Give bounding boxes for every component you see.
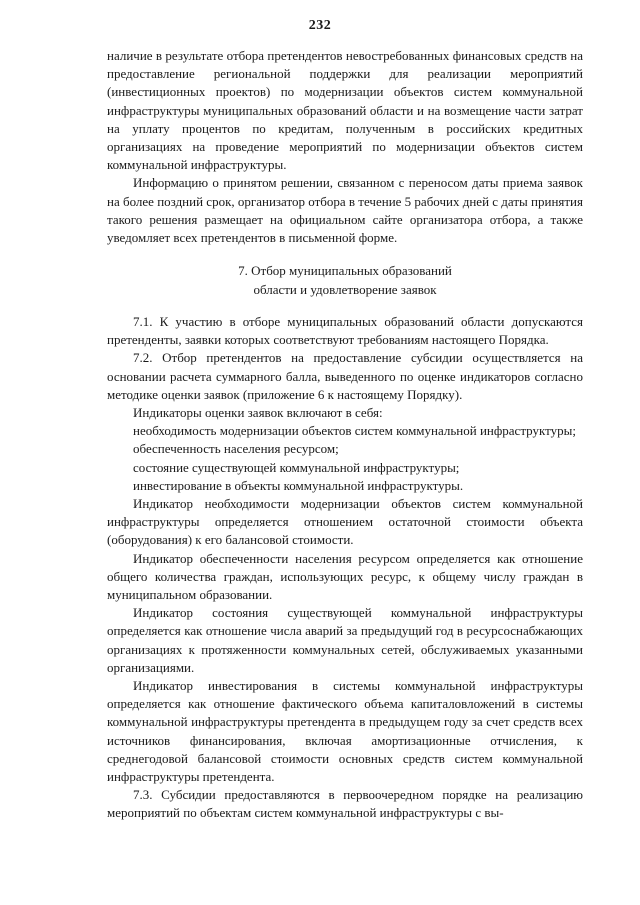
- indicator-list-item: необходимость модернизации объектов систем коммунальной инфраструктуры;: [133, 423, 576, 439]
- paragraph-date-change-notice: Информацию о принятом решении, связанном с переносом даты приема заявок на более поздний срок, организатор отбора в течение 5 рабочих дней с даты принятия такого решения размещает на официальном сайте организатора отбора, а также уведомляет всех претендентов в письменной форме.: [107, 175, 583, 246]
- indicators-intro: Индикаторы оценки заявок включают в себя:: [133, 405, 383, 421]
- indicator-infrastructure-state-definition: Индикатор состояния существующей коммунальной инфраструктуры определяется как отношение числа аварий за предыдущий год в ресурсоснабжающих организациях к протяженности коммунальных сетей, обслуживаемых указанными организациями.: [107, 605, 583, 675]
- indicator-resource-provision-definition: Индикатор обеспеченности населения ресурсом определяется как отношение общего количества граждан, использующих ресурс, к общему числу граждан в муниципальном образовании.: [107, 550, 583, 603]
- indicator-list-item: состояние существующей коммунальной инфраструктуры;: [133, 459, 460, 475]
- clause-7-1: 7.1. К участию в отборе муниципальных образований области допускаются претенденты, заявки которых соответствуют требованиям настоящего Порядка.: [107, 314, 583, 348]
- indicator-modernization-definition: Индикатор необходимости модернизации объектов систем коммунальной инфраструктуры определяется отношением остаточной стоимости объекта (оборудования) к его балансовой стоимости.: [107, 496, 583, 548]
- indicator-list-item: обеспеченность населения ресурсом;: [133, 441, 339, 457]
- section-heading-line-1: 7. Отбор муниципальных образований: [238, 263, 452, 278]
- indicator-list-item: инвестирование в объекты коммунальной инфраструктуры.: [133, 477, 464, 493]
- section-body: [107, 313, 583, 823]
- clause-7-3: 7.3. Субсидии предоставляются в первоочередном порядке на реализацию мероприятий по объектам систем коммунальной инфраструктуры с вы-: [107, 787, 583, 821]
- indicator-investment-definition: Индикатор инвестирования в системы коммунальной инфраструктуры определяется как отношение фактического объема капиталовложений в системы коммунальной инфраструктуры претендента в предыдущем году за счет средств всех источников финансирования, включая амортизационные отчисления, к среднегодовой балансовой стоимости основных средств систем коммунальной инфраструктуры претендента.: [107, 678, 583, 785]
- intro-text: [107, 47, 583, 247]
- section-heading: [107, 262, 583, 299]
- section-heading-line-2: области и удовлетворение заявок: [253, 281, 437, 297]
- paragraph-continuation: наличие в результате отбора претендентов невостребованных финансовых средств на предоставление региональной поддержки для реализации мероприятий (инвестиционных проектов) по модернизации объектов систем коммунальной инфраструктуры муниципальных образований области и на возмещение части затрат на уплату процентов по кредитам, полученным в российских кредитных организациях на проведение мероприятий по модернизации объектов систем коммунальной инфраструктуры.: [107, 48, 583, 173]
- page-number: 232: [308, 18, 332, 33]
- clause-7-2: 7.2. Отбор претендентов на предоставление субсидии осуществляется на основании расчета суммарного балла, выведенного по оценке индикаторов согласно методике оценки заявок (приложение 6 к настоящему Порядку).: [107, 350, 583, 402]
